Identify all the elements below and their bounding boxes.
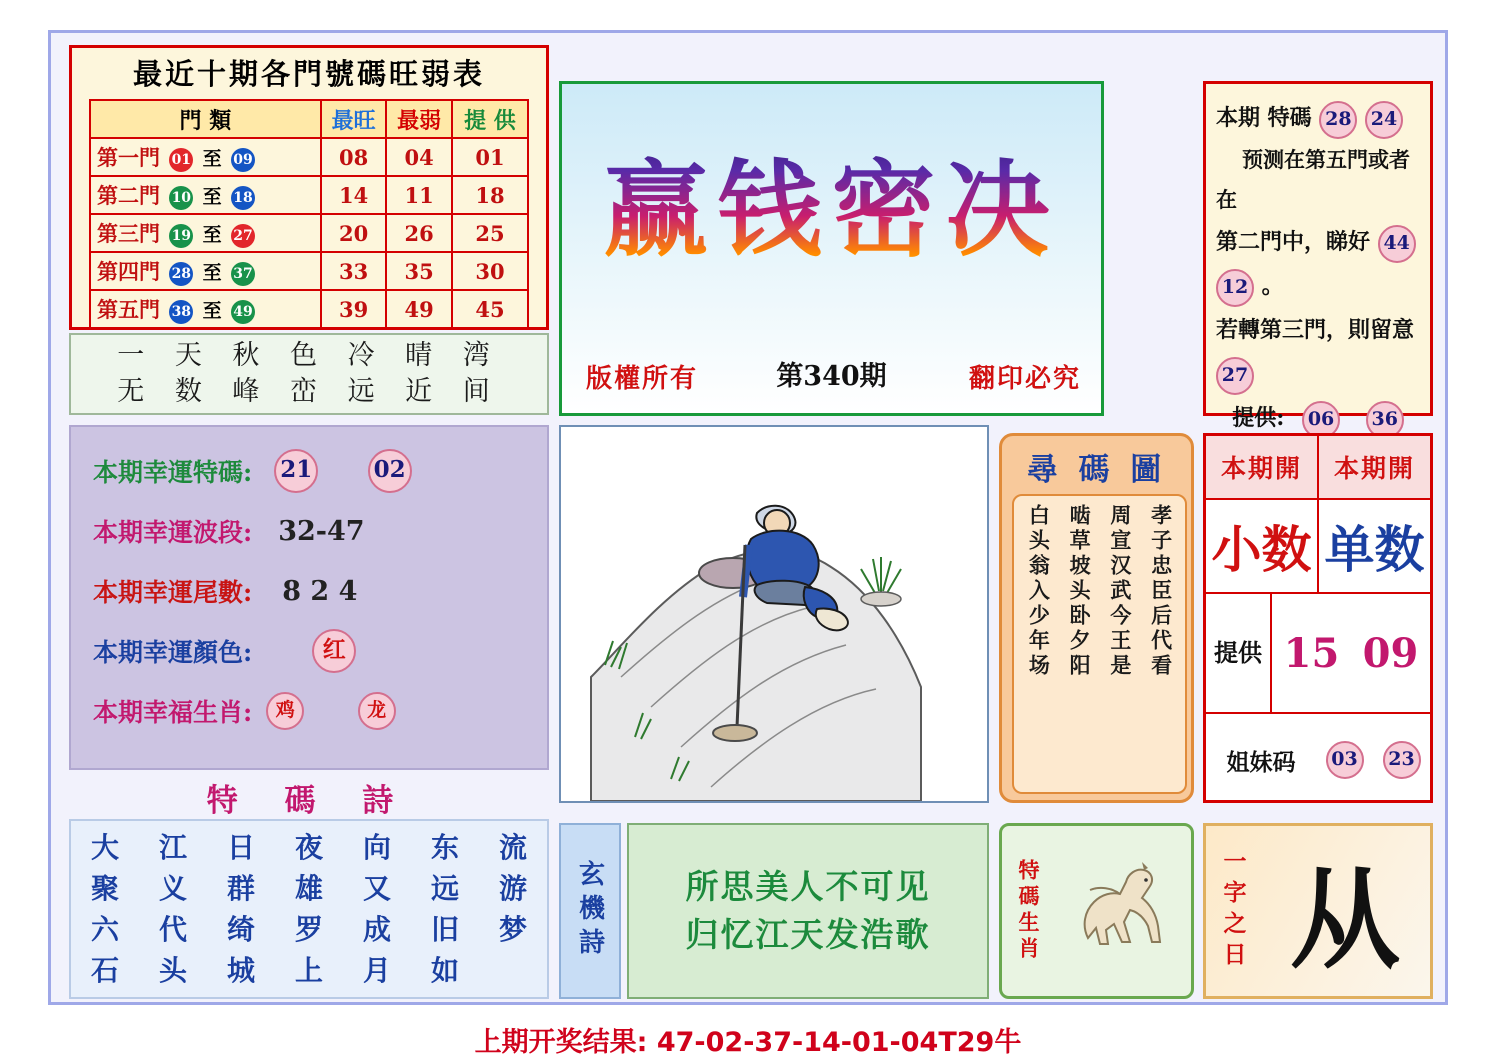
tema-poem-grid xyxy=(71,827,547,991)
provide-label: 提供 xyxy=(1206,594,1272,712)
poem-char: 上 xyxy=(294,954,323,987)
sister-code-ball: 03 xyxy=(1326,741,1364,779)
lucky-row-tail xyxy=(71,561,547,621)
banner-title: 赢钱密决 xyxy=(562,126,1101,276)
header-cell-left: 本期開 xyxy=(1206,436,1319,498)
table-row xyxy=(90,214,528,252)
poem-char: 旧 xyxy=(430,913,459,946)
hot-cold-table-panel xyxy=(69,45,549,330)
poem-char: 向 xyxy=(362,831,391,864)
two-line-poem-panel xyxy=(69,333,549,415)
horse-icon xyxy=(1064,856,1182,966)
range-to-ball: 18 xyxy=(231,186,255,210)
prediction-ball: 27 xyxy=(1216,357,1254,395)
range-from-ball: 28 xyxy=(169,262,193,286)
range-from-ball: 38 xyxy=(169,300,193,324)
xunma-verse-box xyxy=(1012,494,1187,794)
cell-coldest: 11 xyxy=(386,176,452,214)
result-grid-sister-row xyxy=(1206,712,1430,806)
cell-provide: 30 xyxy=(452,252,528,290)
table-title: 最近十期各門號碼旺弱表 xyxy=(132,57,485,91)
xuanji-line-1: 所思美人不可见 xyxy=(685,867,931,906)
lucky-row-wave xyxy=(71,501,547,561)
xunma-column: 孝子忠臣后代看 xyxy=(1148,504,1174,679)
row-label-cell xyxy=(90,138,321,176)
table-row xyxy=(90,176,528,214)
poem-char: 聚 xyxy=(90,872,119,905)
poem-char: 日 xyxy=(226,831,255,864)
provide-number: 15 xyxy=(1283,629,1340,677)
lucky-label: 本期幸福生肖: xyxy=(93,698,253,727)
result-grid-header xyxy=(1206,436,1430,498)
th-coldest: 最弱 xyxy=(386,100,452,138)
th-hottest: 最旺 xyxy=(321,100,387,138)
lucky-row-special-code xyxy=(71,441,547,501)
poem-char: 又 xyxy=(362,872,391,905)
prediction-ball: 28 xyxy=(1319,101,1357,139)
cell-coldest: 49 xyxy=(386,290,452,328)
row-label-cell xyxy=(90,176,321,214)
lucky-ball: 21 xyxy=(274,449,318,493)
cell-hottest: 20 xyxy=(321,214,387,252)
th-category: 門 類 xyxy=(90,100,321,138)
row-label: 第四門 xyxy=(97,259,160,284)
xunma-panel xyxy=(999,433,1194,803)
row-label: 第五門 xyxy=(97,297,160,322)
poem-char: 成 xyxy=(362,913,391,946)
poem-char: 石 xyxy=(90,954,119,987)
prediction-text-3-prefix: 若轉第三門，則留意 xyxy=(1216,317,1415,343)
range-from-ball: 10 xyxy=(169,186,193,210)
result-grid-provide-row xyxy=(1206,592,1430,712)
one-word-label: 一字之日 xyxy=(1219,849,1247,973)
prediction-text-2-prefix: 第二門中，睇好 xyxy=(1216,229,1371,255)
poem-char: 绮 xyxy=(226,913,255,946)
tema-poem-panel xyxy=(69,819,549,999)
row-label-cell xyxy=(90,214,321,252)
range-to-ball: 27 xyxy=(231,224,255,248)
row-label-cell xyxy=(90,252,321,290)
header-cell-right: 本期開 xyxy=(1319,436,1430,498)
zodiac-image-wrap xyxy=(1054,826,1191,996)
illustration-panel xyxy=(559,425,989,803)
poem-char: 头 xyxy=(158,954,187,987)
xuanji-verse-panel xyxy=(627,823,989,999)
poem-char: 远 xyxy=(430,872,459,905)
th-provide: 提 供 xyxy=(452,100,528,138)
xuanji-label: 玄機詩 xyxy=(574,860,605,962)
poem-char: 流 xyxy=(498,831,527,864)
poem-char: 代 xyxy=(158,913,187,946)
poem-char: 如 xyxy=(430,954,459,987)
range-separator: 至 xyxy=(202,224,222,246)
lucky-row-color xyxy=(71,621,547,681)
issue-number: 第340期 xyxy=(776,361,887,392)
cell-provide: 01 xyxy=(452,138,528,176)
one-word-panel xyxy=(1203,823,1433,999)
zodiac-panel xyxy=(999,823,1194,999)
cell-coldest: 35 xyxy=(386,252,452,290)
poem-char: 城 xyxy=(226,954,255,987)
copyright-label: 版權所有 xyxy=(586,364,699,394)
result-small-number: 小数 xyxy=(1206,500,1319,592)
range-from-ball: 01 xyxy=(169,148,193,172)
lucky-label: 本期幸運特碼: xyxy=(93,458,253,487)
one-word-char: 从 xyxy=(1290,855,1400,984)
row-label: 第三門 xyxy=(97,221,160,246)
range-from-ball: 19 xyxy=(169,224,193,248)
prediction-special-row xyxy=(1216,96,1420,140)
hot-cold-table xyxy=(89,99,529,329)
cell-coldest: 26 xyxy=(386,214,452,252)
provide-ball: 36 xyxy=(1366,401,1404,439)
poem-char: 月 xyxy=(362,954,391,987)
xunma-column: 白头翁入少年场 xyxy=(1026,504,1052,679)
xuanji-label-panel xyxy=(559,823,621,999)
range-separator: 至 xyxy=(202,300,222,322)
cell-provide: 25 xyxy=(452,214,528,252)
poem-char: 大 xyxy=(90,831,119,864)
cell-hottest: 14 xyxy=(321,176,387,214)
row-label-cell xyxy=(90,290,321,328)
sister-code-numbers xyxy=(1316,714,1430,806)
provide-ball: 06 xyxy=(1302,401,1340,439)
prediction-special-label: 本期 特碼 xyxy=(1216,105,1312,131)
xuanji-line-2: 归忆江天发浩歌 xyxy=(685,915,931,954)
range-to-ball: 37 xyxy=(231,262,255,286)
prediction-ball: 24 xyxy=(1365,101,1403,139)
cell-hottest: 33 xyxy=(321,252,387,290)
cell-provide: 45 xyxy=(452,290,528,328)
cell-provide: 18 xyxy=(452,176,528,214)
result-grid-panel xyxy=(1203,433,1433,803)
poem-char: 江 xyxy=(158,831,187,864)
prediction-ball: 44 xyxy=(1378,225,1416,263)
prediction-text-3 xyxy=(1216,308,1420,396)
poem-line-1: 一 天 秋 色 冷 晴 湾 xyxy=(117,340,501,371)
lucky-row-zodiac xyxy=(71,681,547,741)
row-label: 第二門 xyxy=(97,183,160,208)
reprint-warning-label: 翻印必究 xyxy=(968,364,1081,394)
provide-numbers xyxy=(1272,594,1430,712)
main-frame xyxy=(48,30,1448,1005)
lucky-info-panel xyxy=(69,425,549,770)
prediction-text-2 xyxy=(1216,220,1420,308)
poem-char: 雄 xyxy=(294,872,323,905)
range-to-ball: 09 xyxy=(231,148,255,172)
one-word-label-wrap xyxy=(1206,826,1260,996)
table-header-row xyxy=(90,100,528,138)
poem-char: 群 xyxy=(226,872,255,905)
row-label: 第一門 xyxy=(97,145,160,170)
xunma-column: 周宣汉武今王是 xyxy=(1107,504,1133,679)
poem-char: 梦 xyxy=(498,913,527,946)
fisherman-illustration xyxy=(561,427,987,801)
footer-result-strip xyxy=(0,1020,1496,1063)
result-grid-big-row xyxy=(1206,498,1430,592)
lucky-zodiac-ball: 龙 xyxy=(358,692,396,730)
poem-line-2: 无 数 峰 峦 远 近 间 xyxy=(117,376,501,407)
range-separator: 至 xyxy=(202,148,222,170)
lucky-value: 8 2 4 xyxy=(282,575,358,607)
lucky-ball: 02 xyxy=(368,449,412,493)
lucky-label: 本期幸運顏色: xyxy=(93,638,253,667)
poem-char: 罗 xyxy=(294,913,323,946)
cell-coldest: 04 xyxy=(386,138,452,176)
tema-poem-title: 特 碼 詩 xyxy=(206,783,412,819)
table-row xyxy=(90,252,528,290)
zodiac-label-wrap xyxy=(1002,826,1054,996)
lucky-label: 本期幸運尾數: xyxy=(93,578,253,607)
provide-number: 09 xyxy=(1362,629,1419,677)
range-separator: 至 xyxy=(202,186,222,208)
lucky-value: 32-47 xyxy=(278,515,365,547)
prediction-text-1: 预测在第五門或者在 xyxy=(1216,147,1410,212)
prediction-panel xyxy=(1203,81,1433,431)
provide-label: 提供: xyxy=(1232,405,1285,431)
cell-hottest: 39 xyxy=(321,290,387,328)
range-to-ball: 49 xyxy=(231,300,255,324)
table-row xyxy=(90,138,528,176)
lucky-label: 本期幸運波段: xyxy=(93,518,253,547)
prediction-text-2-suffix: 。 xyxy=(1261,273,1284,299)
zodiac-label: 特碼生肖 xyxy=(1016,859,1041,963)
footer-result-text: 上期开奖结果: 47-02-37-14-01-04T29牛 xyxy=(474,1027,1022,1058)
lucky-zodiac-ball: 鸡 xyxy=(266,692,304,730)
poem-char: 游 xyxy=(498,872,527,905)
cell-hottest: 08 xyxy=(321,138,387,176)
banner-panel xyxy=(559,81,1104,416)
sister-code-ball: 23 xyxy=(1383,741,1421,779)
table-row xyxy=(90,290,528,328)
prediction-ball: 12 xyxy=(1216,269,1254,307)
result-odd-number: 单数 xyxy=(1324,520,1425,579)
lucky-color-ball: 红 xyxy=(312,629,356,673)
range-separator: 至 xyxy=(202,262,222,284)
xunma-column: 啮草坡头卧夕阳 xyxy=(1067,504,1093,679)
poem-char: 义 xyxy=(158,872,187,905)
sister-code-label: 姐妹码 xyxy=(1226,748,1296,776)
poem-char: 六 xyxy=(90,913,119,946)
poem-char: 东 xyxy=(430,831,459,864)
xunma-title: 尋 碼 圖 xyxy=(1026,452,1167,488)
poem-char: 夜 xyxy=(294,831,323,864)
